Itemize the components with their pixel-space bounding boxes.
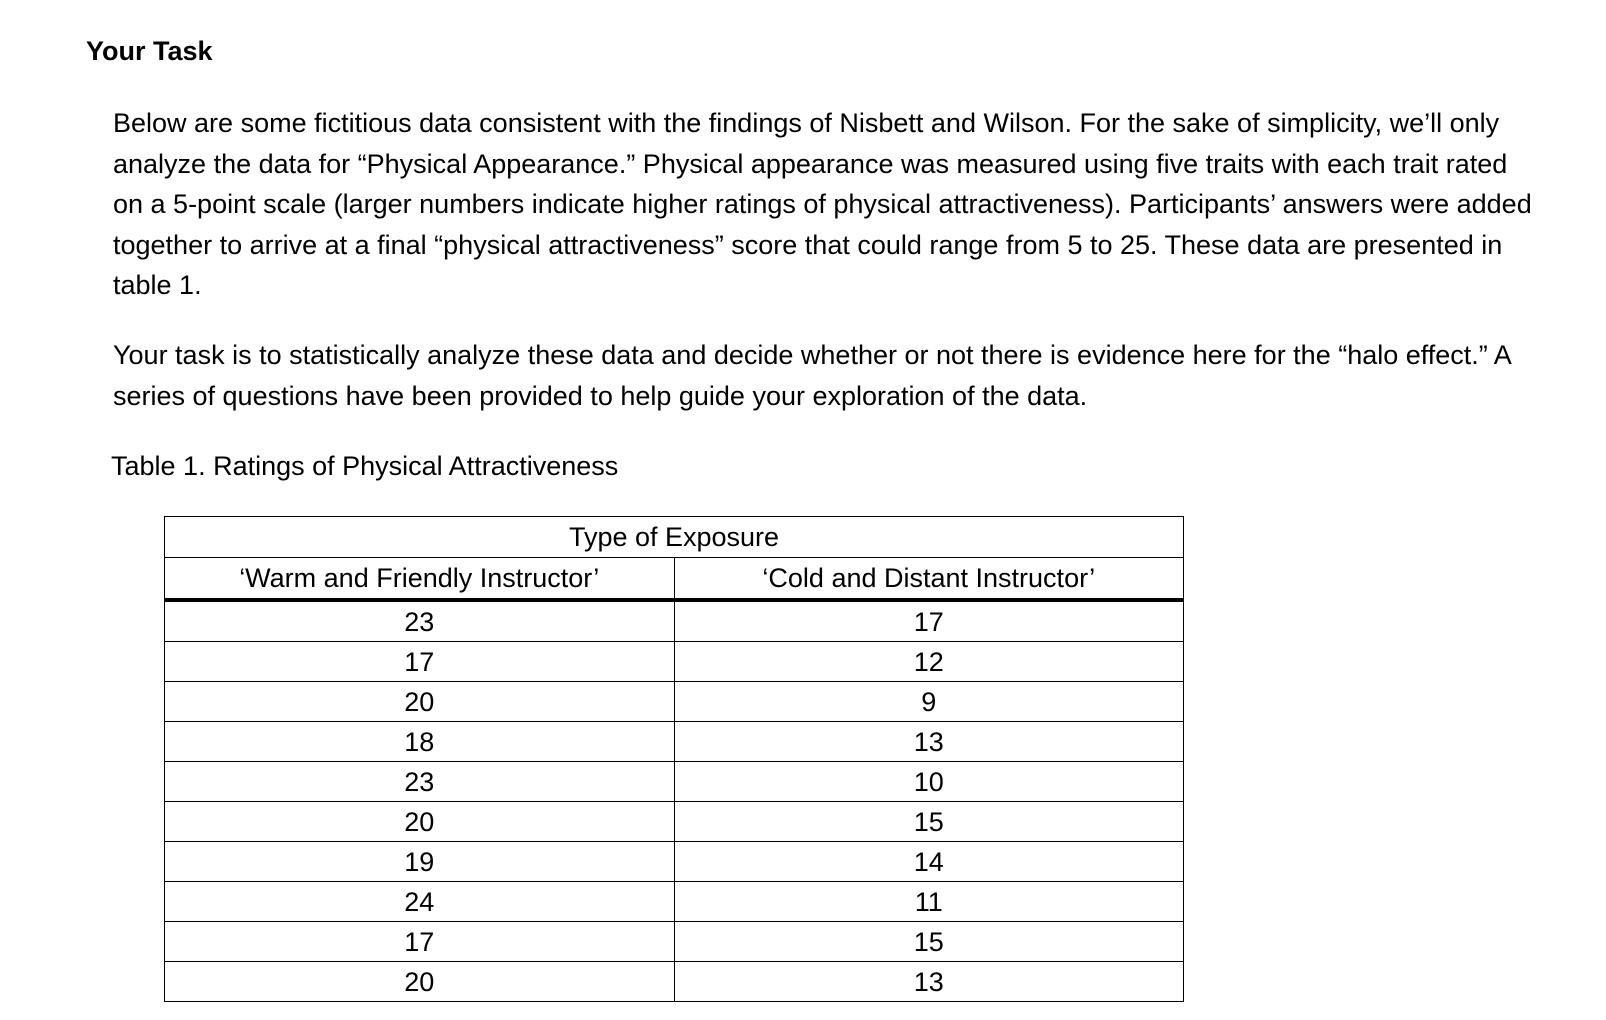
intro-paragraph: Below are some fictitious data consistent with the findings of Nisbett and Wilson. For the sake of simplicity, we’ll only analyze the data for “Physical Appearance.” Physical appearance was measured using five traits with each trait rated on a 5-point scale (larger numbers indicate higher ratings of physical attractiveness). Participants’ answers were added together to arrive at a final “physical attractiveness” score that could range from 5 to 25. These data are presented in table 1. — [113, 108, 1532, 300]
cold-rating-cell: 14 — [674, 842, 1184, 882]
warm-rating-cell: 23 — [165, 762, 675, 802]
table-row — [165, 962, 1184, 1002]
column-header-warm: ‘Warm and Friendly Instructor’ — [165, 558, 675, 601]
cold-rating-cell: 9 — [674, 682, 1184, 722]
cold-rating-cell: 15 — [674, 802, 1184, 842]
table-row — [165, 882, 1184, 922]
table-row — [165, 682, 1184, 722]
table-row — [165, 600, 1184, 642]
warm-rating-cell: 17 — [165, 922, 675, 962]
warm-rating-cell: 20 — [165, 962, 675, 1002]
warm-rating-cell: 20 — [165, 802, 675, 842]
warm-rating-cell: 20 — [165, 682, 675, 722]
cold-rating-cell: 13 — [674, 962, 1184, 1002]
section-heading: Your Task — [86, 36, 213, 66]
cold-rating-cell: 17 — [674, 600, 1184, 642]
table-row — [165, 642, 1184, 682]
table-row — [165, 922, 1184, 962]
ratings-table — [164, 516, 1184, 1002]
task-paragraph: Your task is to statistically analyze these data and decide whether or not there is evidence here for the “halo effect.” A series of questions have been provided to help guide your exploration of the data. — [113, 340, 1511, 411]
cold-rating-cell: 11 — [674, 882, 1184, 922]
table-group-header: Type of Exposure — [165, 517, 1184, 558]
table-caption: Table 1. Ratings of Physical Attractiveness — [111, 451, 619, 481]
warm-rating-cell: 24 — [165, 882, 675, 922]
warm-rating-cell: 17 — [165, 642, 675, 682]
table-row — [165, 762, 1184, 802]
table-row — [165, 842, 1184, 882]
warm-rating-cell: 23 — [165, 600, 675, 642]
column-header-cold: ‘Cold and Distant Instructor’ — [674, 558, 1184, 601]
warm-rating-cell: 19 — [165, 842, 675, 882]
table-row — [165, 802, 1184, 842]
warm-rating-cell: 18 — [165, 722, 675, 762]
cold-rating-cell: 12 — [674, 642, 1184, 682]
cold-rating-cell: 13 — [674, 722, 1184, 762]
cold-rating-cell: 10 — [674, 762, 1184, 802]
table-row — [165, 722, 1184, 762]
cold-rating-cell: 15 — [674, 922, 1184, 962]
